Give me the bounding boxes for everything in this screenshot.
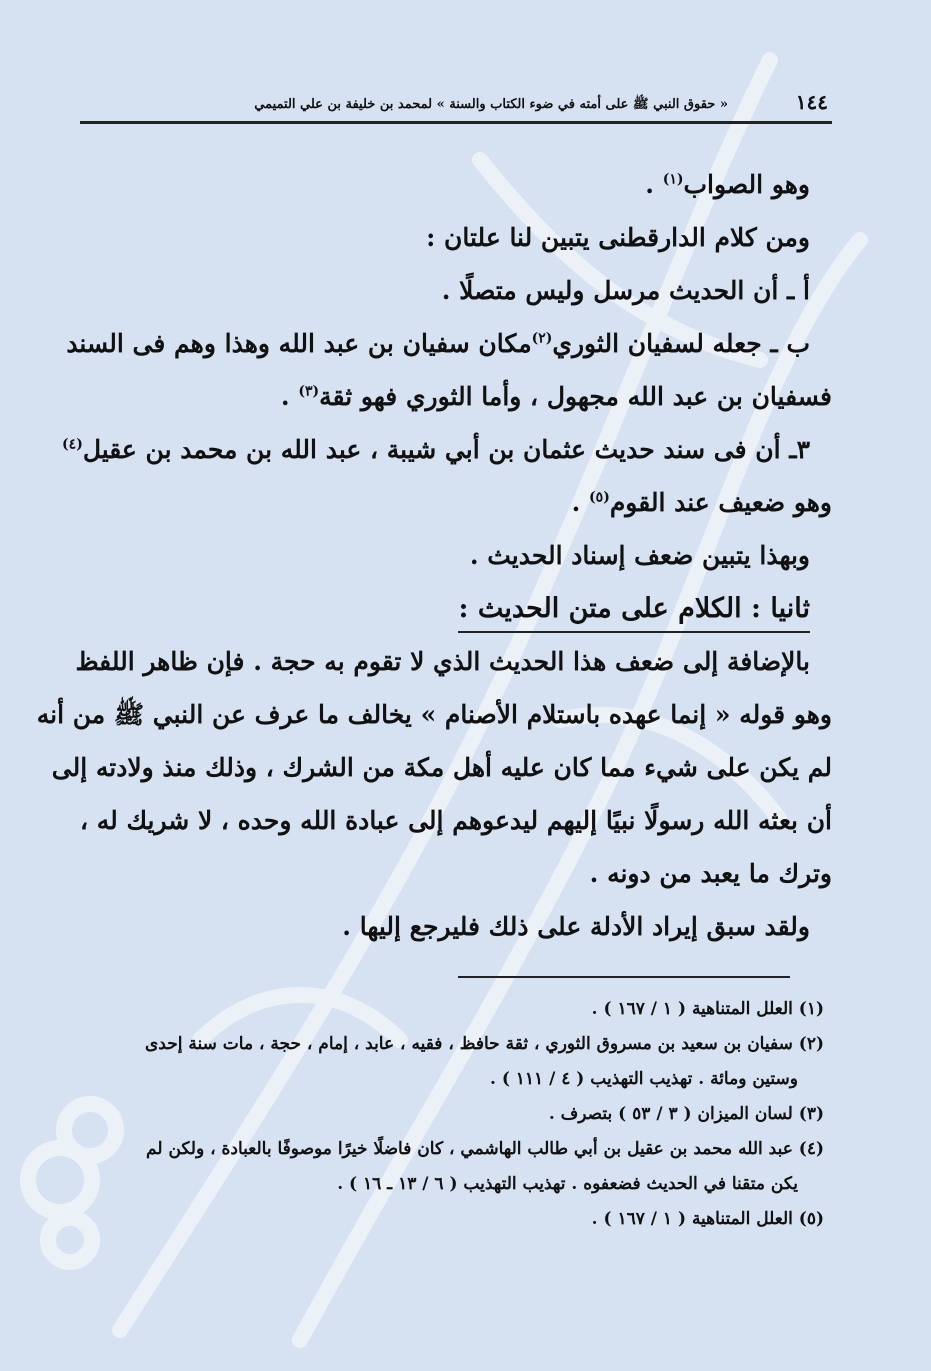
footnote-ref: (٥) bbox=[589, 489, 610, 506]
text-line: وترك ما يعبد من دونه . bbox=[589, 859, 832, 888]
text-line: أ ـ أن الحديث مرسل وليس متصلًا . bbox=[441, 276, 810, 305]
main-text bbox=[36, 158, 832, 953]
footnote-continuation: وستين ومائة . تهذيب التهذيب ( ٤ / ١١١ ) . bbox=[489, 1069, 798, 1089]
page-header bbox=[80, 86, 832, 120]
footnote: (٣) لسان الميزان ( ٣ / ٥٣ ) بتصرف . bbox=[548, 1104, 824, 1124]
text-line: ٣ـ أن فى سند حديث عثمان بن أبي شيبة ، عبد الله بن محمد بن عقيل$^{(٤)}$ bbox=[62, 435, 810, 464]
footnote-ref: (١) bbox=[662, 171, 684, 188]
footnote: (٤) عبد الله محمد بن عقيل بن أبي طالب الهاشمي ، كان فاضلًا خيرًا موصوفًا بالعبادة ، ولكن لم bbox=[146, 1139, 824, 1159]
footnotes bbox=[80, 992, 832, 1237]
text-line: ب ـ جعله لسفيان الثوري$^{(٢)}$مكان سفيان بن عبد الله وهذا وهم فى السند bbox=[66, 329, 810, 358]
text-line: وهو ضعيف عند القوم$^{(٥)}$ . bbox=[571, 488, 832, 517]
text-line: ولقد سبق إيراد الأدلة على ذلك فليرجع إليها . bbox=[342, 912, 810, 941]
section-heading-line bbox=[80, 582, 832, 635]
text-line: أن بعثه الله رسولًا نبيًا إليهم ليدعوهم إلى عبادة الله وحده ، لا شريك له ، bbox=[79, 806, 832, 835]
footnote-rule bbox=[458, 976, 790, 978]
footnote-ref: (٢) bbox=[531, 330, 553, 347]
text-line: ومن كلام الدارقطنى يتبين لنا علتان : bbox=[426, 223, 810, 252]
footnote: (٢) سفيان بن سعيد بن مسروق الثوري ، ثقة حافظ ، فقيه ، عابد ، إمام ، حجة ، مات سنة إحدى bbox=[144, 1034, 824, 1054]
page-number: ١٤٤ bbox=[795, 90, 828, 114]
running-title: « حقوق النبي ﷺ على أمته في ضوء الكتاب والسنة » لمحمد بن خليفة بن علي التميمي bbox=[254, 97, 728, 112]
text-line: فسفيان بن عبد الله مجهول ، وأما الثوري فهو ثقة$^{(٣)}$ . bbox=[280, 382, 832, 411]
footnote: (٥) العلل المتناهية ( ١ / ١٦٧ ) . bbox=[591, 1209, 824, 1229]
text-line: وهو قوله « إنما عهده باستلام الأصنام » يخالف ما عرف عن النبي ﷺ من أنه bbox=[36, 700, 832, 729]
text-line: وبهذا يتبين ضعف إسناد الحديث . bbox=[469, 541, 810, 570]
footnote: (١) العلل المتناهية ( ١ / ١٦٧ ) . bbox=[591, 999, 824, 1019]
footnote-continuation: يكن متقنا في الحديث فضعفوه . تهذيب التهذيب ( ٦ / ١٣ ـ ١٦ ) . bbox=[337, 1174, 798, 1194]
text-line: لم يكن على شيء مما كان عليه أهل مكة من الشرك ، وذلك منذ ولادته إلى bbox=[51, 753, 832, 782]
footnote-ref: (٤) bbox=[62, 436, 83, 453]
text-line: وهو الصواب$^{(١)}$ . bbox=[645, 170, 810, 199]
footnote-ref: (٣) bbox=[298, 383, 320, 400]
header-rule bbox=[80, 121, 832, 124]
section-heading: ثانيا : الكلام على متن الحديث : bbox=[458, 587, 810, 633]
text-line: بالإضافة إلى ضعف هذا الحديث الذي لا تقوم به حجة . فإن ظاهر اللفظ bbox=[75, 647, 810, 676]
